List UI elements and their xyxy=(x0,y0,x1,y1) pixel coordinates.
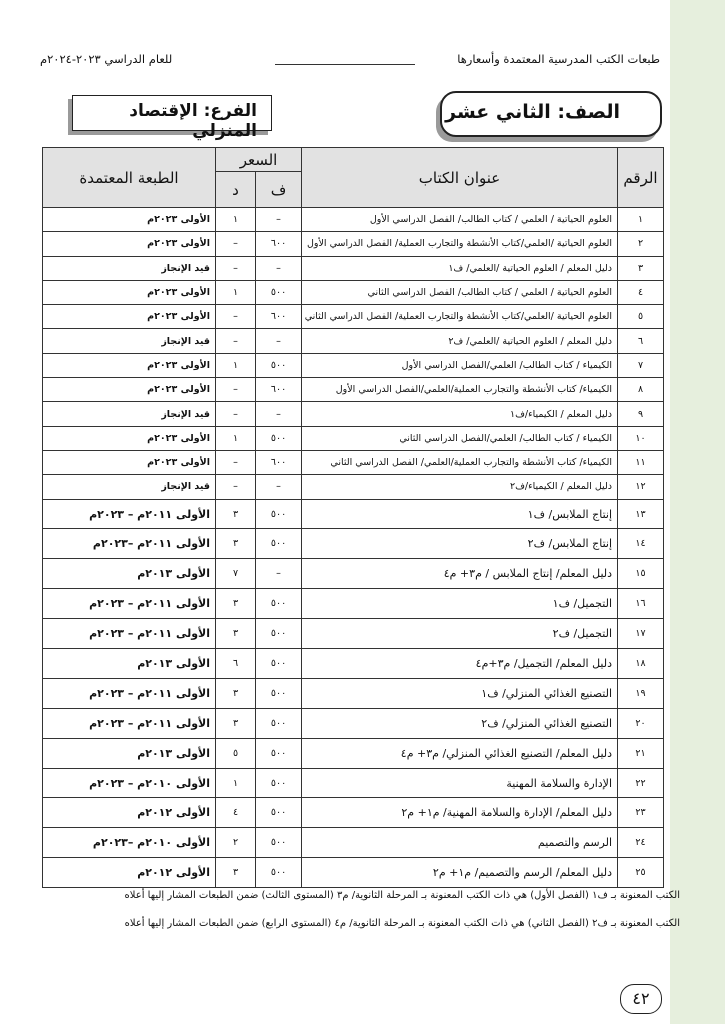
price-fils: ٥٠٠ xyxy=(256,738,302,768)
approved-edition: قيد الإنجاز xyxy=(43,256,216,280)
header-year: للعام الدراسي ٢٠٢٣-٢٠٢٤م xyxy=(40,52,173,66)
book-title: الكيمياء/ كتاب الأنشطة والتجارب العملية/العلمي/ الفصل الدراسي الثاني xyxy=(302,450,618,474)
price-fils: ٥٠٠ xyxy=(256,499,302,529)
approved-edition: الأولى ٢٠١١م – ٢٠٢٣م xyxy=(43,708,216,738)
approved-edition: الأولى ٢٠١٠م –٢٠٢٣م xyxy=(43,828,216,858)
approved-edition: الأولى ٢٠١١م – ٢٠٢٣م xyxy=(43,678,216,708)
price-dinar: ٦ xyxy=(216,649,256,679)
row-number: ٤ xyxy=(618,280,664,304)
price-dinar: ١ xyxy=(216,280,256,304)
price-dinar: – xyxy=(216,475,256,499)
book-title: دليل المعلم / العلوم الحياتية /العلمي/ ف٢ xyxy=(302,329,618,353)
table-row xyxy=(43,559,664,589)
price-dinar: ٧ xyxy=(216,559,256,589)
price-dinar: ٣ xyxy=(216,589,256,619)
table-row xyxy=(43,280,664,304)
book-title: دليل المعلم/ الإدارة والسلامة المهنية/ م١+ م٢ xyxy=(302,798,618,828)
price-dinar: ١ xyxy=(216,426,256,450)
price-dinar: ٣ xyxy=(216,708,256,738)
approved-edition: الأولى ٢٠١٣م xyxy=(43,649,216,679)
price-fils: – xyxy=(256,208,302,232)
row-number: ٢٤ xyxy=(618,828,664,858)
book-title: التجميل/ ف٢ xyxy=(302,619,618,649)
table-row xyxy=(43,678,664,708)
row-number: ٥ xyxy=(618,305,664,329)
row-number: ١ xyxy=(618,208,664,232)
table-row xyxy=(43,232,664,256)
price-dinar: – xyxy=(216,450,256,474)
branch-label: الفرع: الإقتصاد المنزلي xyxy=(129,101,257,141)
book-title: الكيمياء / كتاب الطالب/ العلمي/الفصل الدراسي الأول xyxy=(302,353,618,377)
book-title: إنتاج الملابس/ ف٢ xyxy=(302,529,618,559)
book-title: الكيمياء / كتاب الطالب/ العلمي/الفصل الدراسي الثاني xyxy=(302,426,618,450)
approved-edition: الأولى ٢٠١١م – ٢٠٢٣م xyxy=(43,589,216,619)
table-row xyxy=(43,305,664,329)
price-dinar: – xyxy=(216,305,256,329)
header-price-fils: ف xyxy=(256,172,302,208)
books-table xyxy=(42,147,664,888)
book-title: العلوم الحياتية / العلمي / كتاب الطالب/ الفصل الدراسي الثاني xyxy=(302,280,618,304)
book-title: دليل المعلم / العلوم الحياتية /العلمي/ ف١ xyxy=(302,256,618,280)
table-row xyxy=(43,708,664,738)
price-dinar: ٤ xyxy=(216,798,256,828)
row-number: ١٩ xyxy=(618,678,664,708)
header-title: طبعات الكتب المدرسية المعتمدة وأسعارها xyxy=(457,52,660,66)
book-title: دليل المعلم/ الرسم والتصميم/ م١+ م٢ xyxy=(302,858,618,888)
approved-edition: الأولى ٢٠٢٣م xyxy=(43,353,216,377)
approved-edition: الأولى ٢٠٢٣م xyxy=(43,208,216,232)
price-dinar: – xyxy=(216,256,256,280)
row-number: ٢ xyxy=(618,232,664,256)
header-number: الرقم xyxy=(618,148,664,208)
price-fils: ٦٠٠ xyxy=(256,450,302,474)
approved-edition: قيد الإنجاز xyxy=(43,329,216,353)
row-number: ١٦ xyxy=(618,589,664,619)
price-dinar: – xyxy=(216,402,256,426)
row-number: ١٢ xyxy=(618,475,664,499)
header-rule xyxy=(275,64,415,65)
grade-label: الصف: الثاني عشر xyxy=(445,101,620,123)
book-title: دليل المعلم / الكيمياء/ف٢ xyxy=(302,475,618,499)
book-title: الرسم والتصميم xyxy=(302,828,618,858)
book-title: دليل المعلم/ التصنيع الغذائي المنزلي/ م٣+ م٤ xyxy=(302,738,618,768)
table-row xyxy=(43,798,664,828)
row-number: ٢٠ xyxy=(618,708,664,738)
book-title: الكيمياء/ كتاب الأنشطة والتجارب العملية/العلمي/الفصل الدراسي الأول xyxy=(302,378,618,402)
row-number: ٨ xyxy=(618,378,664,402)
header-edition: الطبعة المعتمدة xyxy=(43,148,216,208)
table-row xyxy=(43,738,664,768)
book-title: العلوم الحياتية /العلمي/كتاب الأنشطة والتجارب العملية/ الفصل الدراسي الأول xyxy=(302,232,618,256)
table-row xyxy=(43,828,664,858)
row-number: ٧ xyxy=(618,353,664,377)
table-row xyxy=(43,450,664,474)
price-dinar: ٢ xyxy=(216,828,256,858)
table-row xyxy=(43,329,664,353)
table-row xyxy=(43,619,664,649)
row-number: ٩ xyxy=(618,402,664,426)
table-row xyxy=(43,378,664,402)
price-fils: – xyxy=(256,475,302,499)
table-row xyxy=(43,649,664,679)
price-fils: ٦٠٠ xyxy=(256,378,302,402)
price-fils: ٥٠٠ xyxy=(256,619,302,649)
book-title: الإدارة والسلامة المهنية xyxy=(302,768,618,798)
book-title: التصنيع الغذائي المنزلي/ ف١ xyxy=(302,678,618,708)
price-dinar: ١ xyxy=(216,208,256,232)
book-title: إنتاج الملابس/ ف١ xyxy=(302,499,618,529)
footnote-2: الكتب المعنونة بـ ف٢ (الفصل الثاني) هي ذات الكتب المعنونة بـ المرحلة الثانوية/ م٤ (المستوى الرابع) ضمن الطبعات المشار إليها أعلاه xyxy=(124,918,680,929)
row-number: ٢١ xyxy=(618,738,664,768)
price-dinar: – xyxy=(216,329,256,353)
approved-edition: الأولى ٢٠١١م – ٢٠٢٣م xyxy=(43,499,216,529)
price-fils: ٥٠٠ xyxy=(256,353,302,377)
book-title: دليل المعلم/ التجميل/ م٣+م٤ xyxy=(302,649,618,679)
approved-edition: الأولى ٢٠٢٣م xyxy=(43,426,216,450)
price-fils: ٥٠٠ xyxy=(256,529,302,559)
price-fils: ٥٠٠ xyxy=(256,858,302,888)
table-row xyxy=(43,589,664,619)
price-fils: ٦٠٠ xyxy=(256,232,302,256)
row-number: ٢٥ xyxy=(618,858,664,888)
table-row xyxy=(43,768,664,798)
approved-edition: الأولى ٢٠١٣م xyxy=(43,738,216,768)
price-fils: ٦٠٠ xyxy=(256,305,302,329)
book-title: دليل المعلم / الكيمياء/ف١ xyxy=(302,402,618,426)
price-fils: – xyxy=(256,256,302,280)
price-fils: ٥٠٠ xyxy=(256,280,302,304)
row-number: ٦ xyxy=(618,329,664,353)
row-number: ١٣ xyxy=(618,499,664,529)
price-dinar: ١ xyxy=(216,353,256,377)
price-fils: ٥٠٠ xyxy=(256,426,302,450)
book-title: التصنيع الغذائي المنزلي/ ف٢ xyxy=(302,708,618,738)
price-dinar: ٣ xyxy=(216,678,256,708)
page-header xyxy=(40,52,660,72)
approved-edition: الأولى ٢٠١١م – ٢٠٢٣م xyxy=(43,619,216,649)
price-fils: ٥٠٠ xyxy=(256,649,302,679)
row-number: ١٧ xyxy=(618,619,664,649)
side-color-strip xyxy=(670,0,725,1024)
table-row xyxy=(43,208,664,232)
grade-label-box xyxy=(440,91,662,137)
approved-edition: قيد الإنجاز xyxy=(43,475,216,499)
price-dinar: ٥ xyxy=(216,738,256,768)
approved-edition: الأولى ٢٠٢٣م xyxy=(43,450,216,474)
table-row xyxy=(43,426,664,450)
approved-edition: الأولى ٢٠١١م –٢٠٢٣م xyxy=(43,529,216,559)
header-price: السعر xyxy=(216,148,302,172)
price-dinar: ٣ xyxy=(216,619,256,649)
table-row xyxy=(43,402,664,426)
price-dinar: ٣ xyxy=(216,858,256,888)
price-fils: ٥٠٠ xyxy=(256,589,302,619)
book-title: العلوم الحياتية /العلمي/كتاب الأنشطة والتجارب العملية/ الفصل الدراسي الثاني xyxy=(302,305,618,329)
approved-edition: الأولى ٢٠١٠م – ٢٠٢٣م xyxy=(43,768,216,798)
page-number: ٤٢ xyxy=(620,984,662,1014)
price-dinar: ٣ xyxy=(216,499,256,529)
table-row xyxy=(43,256,664,280)
approved-edition: الأولى ٢٠٢٣م xyxy=(43,232,216,256)
book-title: التجميل/ ف١ xyxy=(302,589,618,619)
price-fils: ٥٠٠ xyxy=(256,768,302,798)
header-title: عنوان الكتاب xyxy=(302,148,618,208)
approved-edition: الأولى ٢٠٢٣م xyxy=(43,280,216,304)
price-fils: ٥٠٠ xyxy=(256,828,302,858)
table-row xyxy=(43,353,664,377)
row-number: ١٥ xyxy=(618,559,664,589)
approved-edition: الأولى ٢٠١٢م xyxy=(43,798,216,828)
price-fils: ٥٠٠ xyxy=(256,678,302,708)
price-fils: – xyxy=(256,402,302,426)
table-body xyxy=(43,208,664,888)
book-title: العلوم الحياتية / العلمي / كتاب الطالب/ الفصل الدراسي الأول xyxy=(302,208,618,232)
row-number: ٢٣ xyxy=(618,798,664,828)
price-fils: – xyxy=(256,559,302,589)
price-dinar: – xyxy=(216,378,256,402)
row-number: ١١ xyxy=(618,450,664,474)
price-fils: ٥٠٠ xyxy=(256,798,302,828)
row-number: ١٨ xyxy=(618,649,664,679)
price-dinar: ٣ xyxy=(216,529,256,559)
approved-edition: الأولى ٢٠١٣م xyxy=(43,559,216,589)
footnote-1: الكتب المعنونة بـ ف١ (الفصل الأول) هي ذات الكتب المعنونة بـ المرحلة الثانوية/ م٣ (المستوى الثالث) ضمن الطبعات المشار إليها أعلاه xyxy=(124,890,680,901)
approved-edition: الأولى ٢٠٢٣م xyxy=(43,378,216,402)
branch-label-box xyxy=(72,95,272,141)
header-price-dinar: د xyxy=(216,172,256,208)
approved-edition: الأولى ٢٠٢٣م xyxy=(43,305,216,329)
book-title: دليل المعلم/ إنتاج الملابس / م٣+ م٤ xyxy=(302,559,618,589)
table-row xyxy=(43,499,664,529)
row-number: ١٠ xyxy=(618,426,664,450)
row-number: ١٤ xyxy=(618,529,664,559)
price-fils: – xyxy=(256,329,302,353)
table-row xyxy=(43,858,664,888)
approved-edition: الأولى ٢٠١٢م xyxy=(43,858,216,888)
approved-edition: قيد الإنجاز xyxy=(43,402,216,426)
row-number: ٢٢ xyxy=(618,768,664,798)
table-row xyxy=(43,529,664,559)
price-fils: ٥٠٠ xyxy=(256,708,302,738)
table-row xyxy=(43,475,664,499)
price-dinar: ١ xyxy=(216,768,256,798)
price-dinar: – xyxy=(216,232,256,256)
row-number: ٣ xyxy=(618,256,664,280)
